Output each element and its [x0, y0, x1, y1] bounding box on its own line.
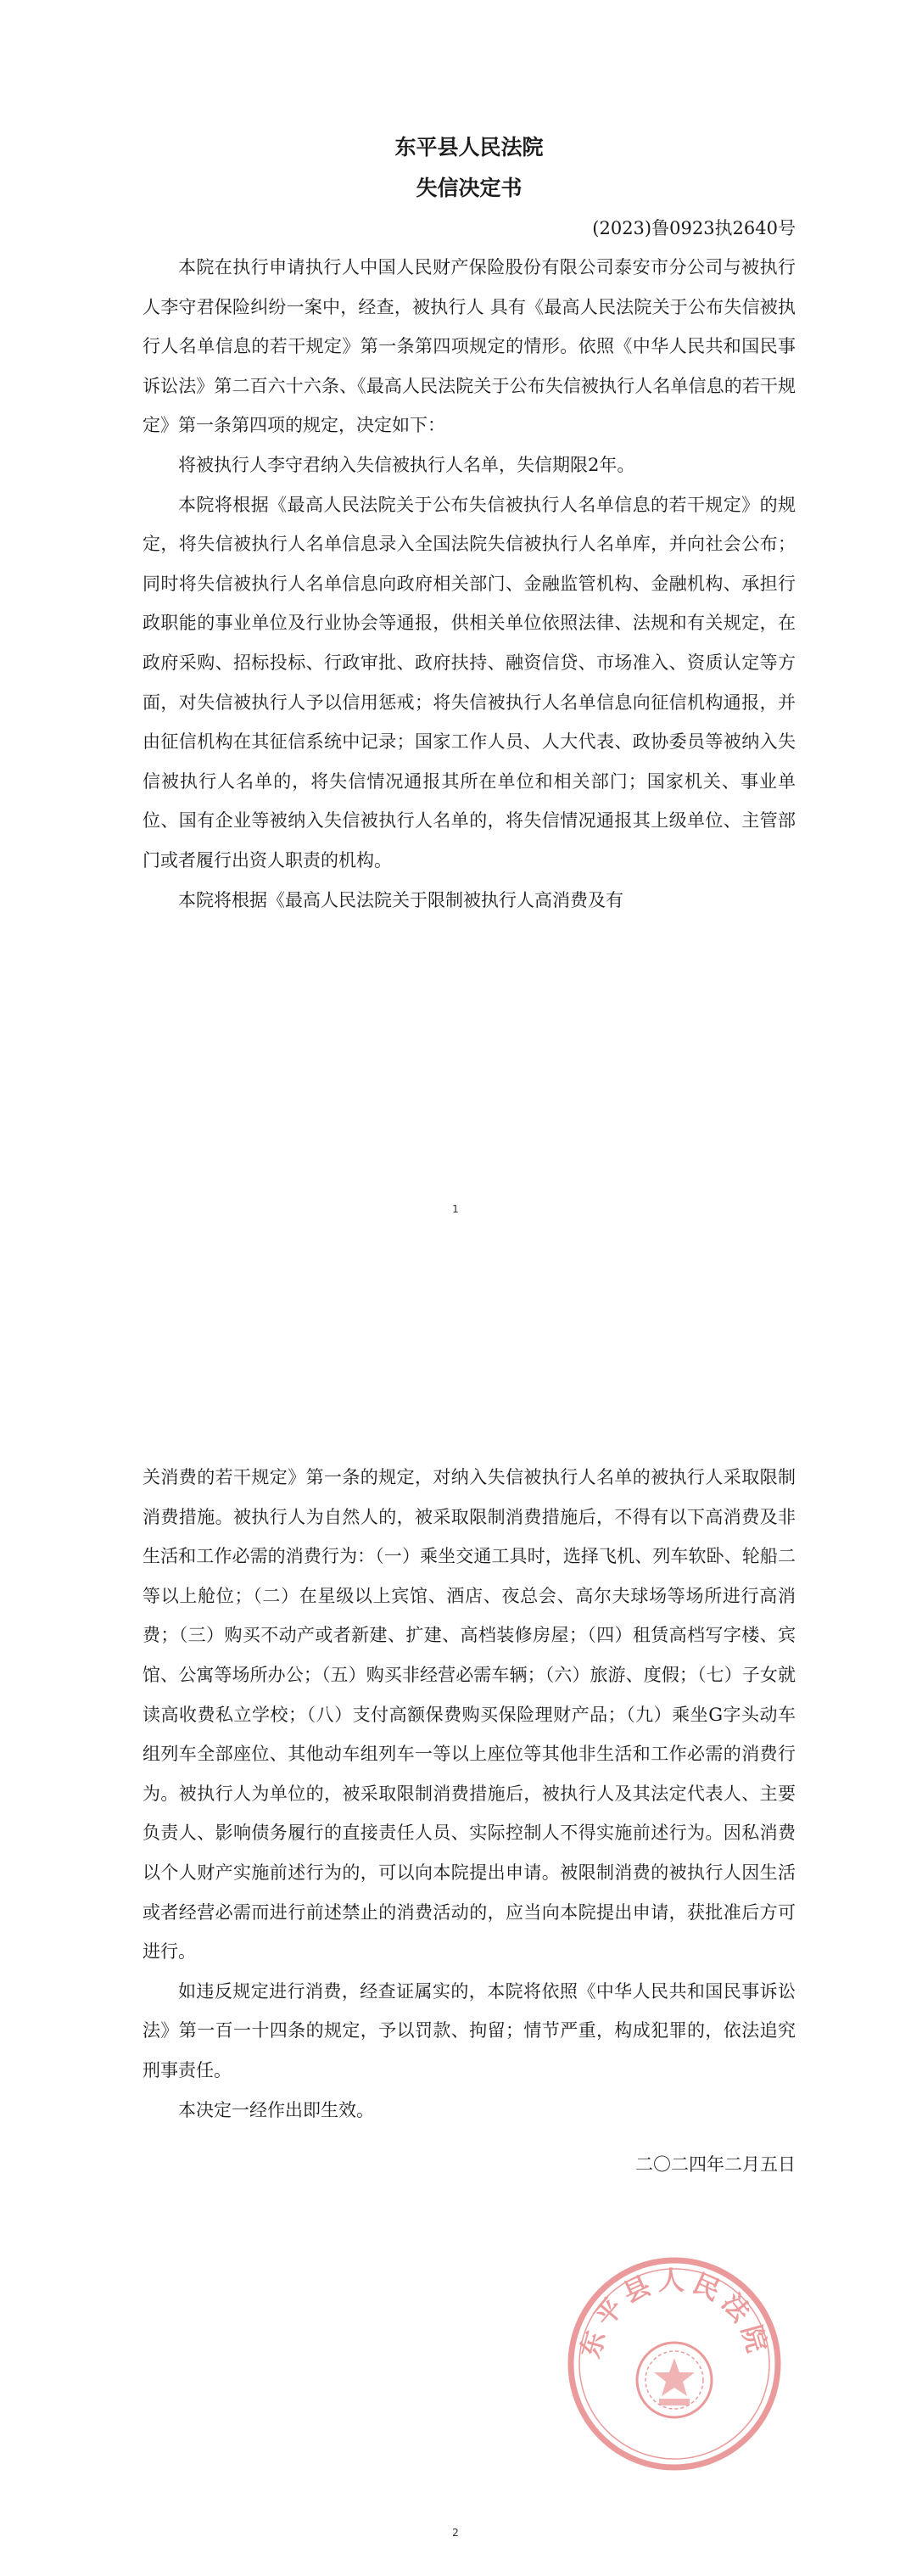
court-seal-stamp	[563, 2253, 785, 2475]
paragraph-violation: 如违反规定进行消费，经查证属实的，本院将依照《中华人民共和国民事诉讼法》第一百一十四条的规定，予以罚款、拘留；情节严重，构成犯罪的，依法追究刑事责任。	[143, 1980, 796, 2080]
document-date: 二〇二四年二月五日	[635, 2154, 796, 2176]
page-2-content	[143, 1458, 796, 2185]
paragraph-restriction-start: 本院将根据《最高人民法院关于限制被执行人高消费及有	[178, 889, 623, 910]
paragraph-restriction-continued: 关消费的若干规定》第一条的规定，对纳入失信被执行人名单的被执行人采取限制消费措施。被执行人为自然人的，被采取限制消费措施后，不得有以下高消费及非生活和工作必需的消费行为：（一）乘坐交通工具时，选择飞机、列车软卧、轮船二等以上舱位；（二）在星级以上宾馆、酒店、夜总会、高尔夫球场等场所进行高消费；（三）购买不动产或者新建、扩建、高档装修房屋；（四）租赁高档写字楼、宾馆、公寓等场所办公；（五）购买非经营必需车辆；（六）旅游、度假；（七）子女就读高收费私立学校；（八）支付高额保费购买保险理财产品；（九）乘坐G字头动车组列车全部座位、其他动车组列车一等以上座位等其他非生活和工作必需的消费行为。被执行人为单位的，被采取限制消费措施后，被执行人及其法定代表人、主要负责人、影响债务履行的直接责任人员、实际控制人不得实施前述行为。因私消费以个人财产实施前述行为的，可以向本院提出申请。被限制消费的被执行人因生活或者经营必需而进行前述禁止的消费活动的，应当向本院提出申请，获批准后方可进行。	[143, 1467, 796, 1963]
paragraph-case-facts: 本院在执行申请执行人中国人民财产保险股份有限公司泰安市分公司与被执行人李守君保险纠纷一案中，经查，被执行人 具有《最高人民法院关于公布失信被执行人名单信息的若干规定》第一条第四项规定的情形。依照《中华人民共和国民事诉讼法》第二百六十六条、《最高人民法院关于公布失信被执行人名单信息的若干规定》第一条第四项的规定，决定如下：	[143, 257, 796, 436]
national-emblem-icon	[637, 2343, 712, 2417]
case-number: (2023)鲁0923执2640号	[592, 218, 796, 238]
page-number: 2	[452, 2527, 459, 2539]
paragraph-effective: 本决定一经作出即生效。	[178, 2099, 374, 2120]
court-name: 东平县人民法院	[394, 135, 544, 160]
paragraph-publication: 本院将根据《最高人民法院关于公布失信被执行人名单信息的若干规定》的规定，将失信被执行人名单信息录入全国法院失信被执行人名单库，并向社会公布；同时将失信被执行人名单信息向政府相关部门、金融监管机构、金融机构、承担行政职能的事业单位及行业协会等通报，供相关单位依照法律、法规和有关规定，在政府采购、招标投标、行政审批、政府扶持、融资信贷、市场准入、资质认定等方面，对失信被执行人予以信用惩戒；将失信被执行人名单信息向征信机构通报，并由征信机构在其征信系统中记录；国家工作人员、人大代表、政协委员等被纳入失信被执行人名单的，将失信情况通报其所在单位和相关部门；国家机关、事业单位、国有企业等被纳入失信被执行人名单的，将失信情况通报其上级单位、主管部门或者履行出资人职责的机构。	[143, 494, 796, 871]
seal-text: 东平县人民法院	[575, 2265, 774, 2362]
document-page-2	[0, 1288, 911, 2576]
document-type: 失信决定书	[416, 176, 523, 200]
paragraph-decision: 将被执行人李守君纳入失信被执行人名单，失信期限2年。	[178, 454, 635, 475]
page-1-content	[143, 127, 796, 920]
page-number: 1	[452, 1203, 459, 1215]
